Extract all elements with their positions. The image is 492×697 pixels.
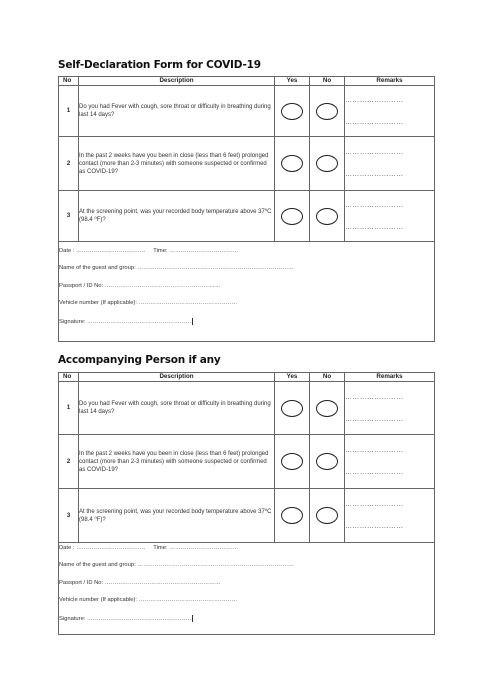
no-radio[interactable] (316, 400, 338, 417)
no-radio[interactable] (316, 507, 338, 524)
question-number: 1 (59, 382, 79, 435)
accompanying-table (58, 372, 435, 635)
question-number: 3 (59, 489, 79, 543)
guest-details (59, 543, 435, 635)
date-field[interactable]: Date : ……………………………… (59, 544, 146, 551)
vehicle-field[interactable]: Vehicle number (If applicable): …………………………………………… (59, 300, 238, 307)
question-text: In the past 2 weeks have you been in close (less than 6 feet) prolonged contact (more than 2-3 minutes) with someone suspected or confirmed as COVID-19? (79, 137, 275, 191)
question-text: Do you had Fever with cough, sore throat or difficulty in breathing during last 14 days? (79, 382, 275, 435)
question-text: At the screening point, was your recorded body temperature above 37⁰C (98.4 ⁰F)? (79, 489, 275, 543)
remarks-line: …………………… (345, 149, 404, 156)
passport-field[interactable]: Passport / ID No: …………………………………………………… (59, 282, 221, 289)
no-radio[interactable] (316, 155, 338, 172)
question-text: In the past 2 weeks have you been in close (less than 6 feet) prolonged contact (more than 2-3 minutes) with someone suspected or confirmed as COVID-19? (79, 435, 275, 489)
header-description: Description (79, 373, 275, 382)
remarks-field[interactable] (345, 489, 435, 543)
question-row (59, 137, 435, 191)
question-text: At the screening point, was your recorded body temperature above 37⁰C (98.4 ⁰F)? (79, 191, 275, 242)
remarks-line: …………………… (345, 447, 404, 454)
signature-line (59, 318, 434, 336)
question-row (59, 489, 435, 543)
remarks-field[interactable] (345, 137, 435, 191)
date-field[interactable]: Date : ……………………………… (59, 247, 146, 254)
question-row (59, 382, 435, 435)
yes-radio[interactable] (281, 400, 303, 417)
yes-radio[interactable] (281, 453, 303, 470)
remarks-line: …………………… (345, 96, 404, 104)
remarks-line: …………………… (345, 469, 404, 476)
time-field[interactable]: Time: ……………………………… (153, 544, 239, 551)
date-time-line (59, 545, 434, 563)
question-number: 1 (59, 86, 79, 137)
question-row (59, 86, 435, 137)
question-number: 2 (59, 435, 79, 489)
signature-field[interactable]: Signature: ……………………………………………… (59, 615, 192, 622)
question-number: 2 (59, 137, 79, 191)
no-radio[interactable] (316, 208, 338, 225)
header-no: No (59, 77, 79, 86)
header-remarks: Remarks (345, 77, 435, 86)
header-no-answer: No (310, 77, 345, 86)
no-radio[interactable] (316, 453, 338, 470)
text-cursor (192, 615, 193, 622)
question-row (59, 435, 435, 489)
guest-details (59, 242, 435, 342)
yes-radio[interactable] (281, 507, 303, 524)
remarks-line: …………………… (345, 393, 404, 401)
time-field[interactable]: Time: ……………………………… (153, 247, 239, 254)
question-text: Do you had Fever with cough, sore throat or difficulty in breathing during last 14 days? (79, 86, 275, 137)
remarks-line: …………………… (345, 501, 404, 508)
form-title: Self-Declaration Form for COVID-19 (58, 59, 261, 71)
signature-field[interactable]: Signature: ……………………………………………… (59, 318, 192, 325)
question-number: 3 (59, 191, 79, 242)
date-time-line (59, 248, 434, 266)
details-row (59, 543, 435, 635)
remarks-field[interactable] (345, 86, 435, 137)
remarks-line: …………………… (345, 171, 404, 178)
remarks-line: …………………… (345, 118, 404, 126)
remarks-field[interactable] (345, 435, 435, 489)
guest-name-field[interactable]: Name of the guest and group: ……………………………………………………………………… (59, 265, 294, 272)
remarks-line: …………………… (345, 415, 404, 423)
remarks-field[interactable] (345, 191, 435, 242)
text-cursor (192, 318, 193, 325)
no-radio[interactable] (316, 103, 338, 120)
declaration-table (58, 76, 435, 342)
header-description: Description (79, 77, 275, 86)
header-remarks: Remarks (345, 373, 435, 382)
header-yes: Yes (275, 373, 310, 382)
yes-radio[interactable] (281, 208, 303, 225)
yes-radio[interactable] (281, 103, 303, 120)
remarks-line: …………………… (345, 223, 404, 231)
header-no-answer: No (310, 373, 345, 382)
guest-name-field[interactable]: Name of the guest and group: ……………………………………………………………………… (59, 562, 294, 569)
table-header-row (59, 77, 435, 86)
remarks-line: …………………… (345, 201, 404, 209)
table-header-row (59, 373, 435, 382)
details-row (59, 242, 435, 342)
signature-line (59, 615, 434, 633)
yes-radio[interactable] (281, 155, 303, 172)
question-row (59, 191, 435, 242)
remarks-line: …………………… (345, 523, 404, 530)
header-no: No (59, 373, 79, 382)
header-yes: Yes (275, 77, 310, 86)
passport-field[interactable]: Passport / ID No: …………………………………………………… (59, 579, 221, 586)
form-title: Accompanying Person if any (58, 354, 221, 366)
remarks-field[interactable] (345, 382, 435, 435)
vehicle-field[interactable]: Vehicle number (If applicable): …………………………………………… (59, 597, 238, 604)
